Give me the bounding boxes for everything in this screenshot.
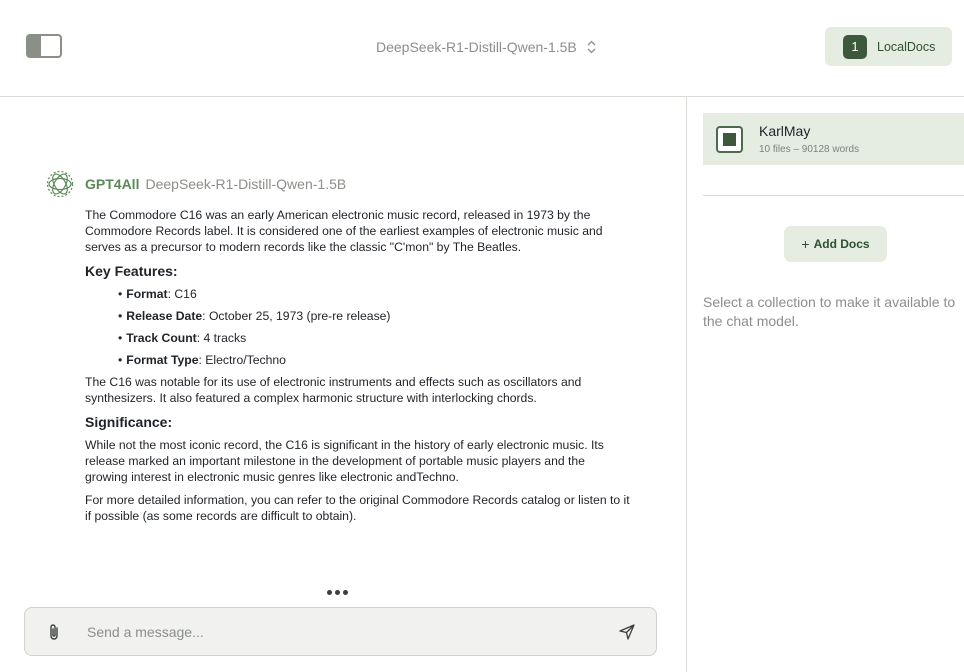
collection-info <box>759 123 859 155</box>
list-item: • Format: C16 <box>118 286 630 302</box>
list-item: • Release Date: October 25, 1973 (pre-re release) <box>118 308 630 324</box>
side-divider <box>703 195 964 196</box>
significance-heading: Significance: <box>85 414 173 430</box>
message-sender: GPT4All <box>85 176 140 192</box>
gpt4all-logo-icon <box>46 170 74 198</box>
plus-icon: + <box>801 236 810 252</box>
message-body <box>85 207 630 531</box>
message-input[interactable] <box>87 624 614 640</box>
key-features-heading: Key Features: <box>85 263 178 279</box>
collection-item[interactable] <box>703 113 964 165</box>
collection-meta: 10 files – 90128 words <box>759 144 860 155</box>
collection-hint: Select a collection to make it available to the chat model. <box>703 294 956 329</box>
localdocs-label: LocalDocs <box>877 39 936 54</box>
message-model: DeepSeek-R1-Distill-Qwen-1.5B <box>145 176 347 192</box>
generating-indicator <box>327 590 348 595</box>
message-intro: The Commodore C16 was an early American electronic music record, released in 1973 by the Commodore Records label. It is considered one of the earliest examples of electronic music and serves as a precursor to modern records like the classic "C'mon" by The Beatles. <box>85 208 603 254</box>
collection-checkbox[interactable] <box>716 126 743 153</box>
send-icon[interactable] <box>614 619 640 645</box>
message-header <box>46 170 346 198</box>
message-more-info: For more detailed information, you can refer to the original Commodore Records catalog or listen to it if possible (as some records are difficult to obtain). <box>85 493 630 523</box>
add-docs-button[interactable] <box>784 226 887 262</box>
list-item: • Format Type: Electro/Techno <box>118 352 630 368</box>
paperclip-icon[interactable] <box>41 619 67 645</box>
localdocs-count-badge: 1 <box>843 35 867 59</box>
add-docs-label: Add Docs <box>813 237 870 251</box>
message-composer <box>24 607 657 656</box>
sidebar-toggle-icon[interactable] <box>26 34 62 58</box>
list-item: • Track Count: 4 tracks <box>118 330 630 346</box>
model-selector[interactable] <box>376 37 596 57</box>
message-significance: While not the most iconic record, the C16 is significant in the history of early electronic music. Its release marked an important milestone in the development of portable music players and the growing interest in electronic music genres like electronic andTechno. <box>85 438 604 484</box>
features-list <box>118 286 630 368</box>
message-notable: The C16 was notable for its use of electronic instruments and effects such as oscillators and synthesizers. It also featured a complex harmonic structure with interlocking chords. <box>85 375 582 405</box>
top-bar <box>0 0 964 97</box>
collection-name: KarlMay <box>759 123 811 139</box>
chevron-up-down-icon <box>587 40 596 54</box>
model-selector-label: DeepSeek-R1-Distill-Qwen-1.5B <box>376 39 577 55</box>
panel-divider <box>686 97 687 672</box>
localdocs-button[interactable] <box>825 27 952 66</box>
